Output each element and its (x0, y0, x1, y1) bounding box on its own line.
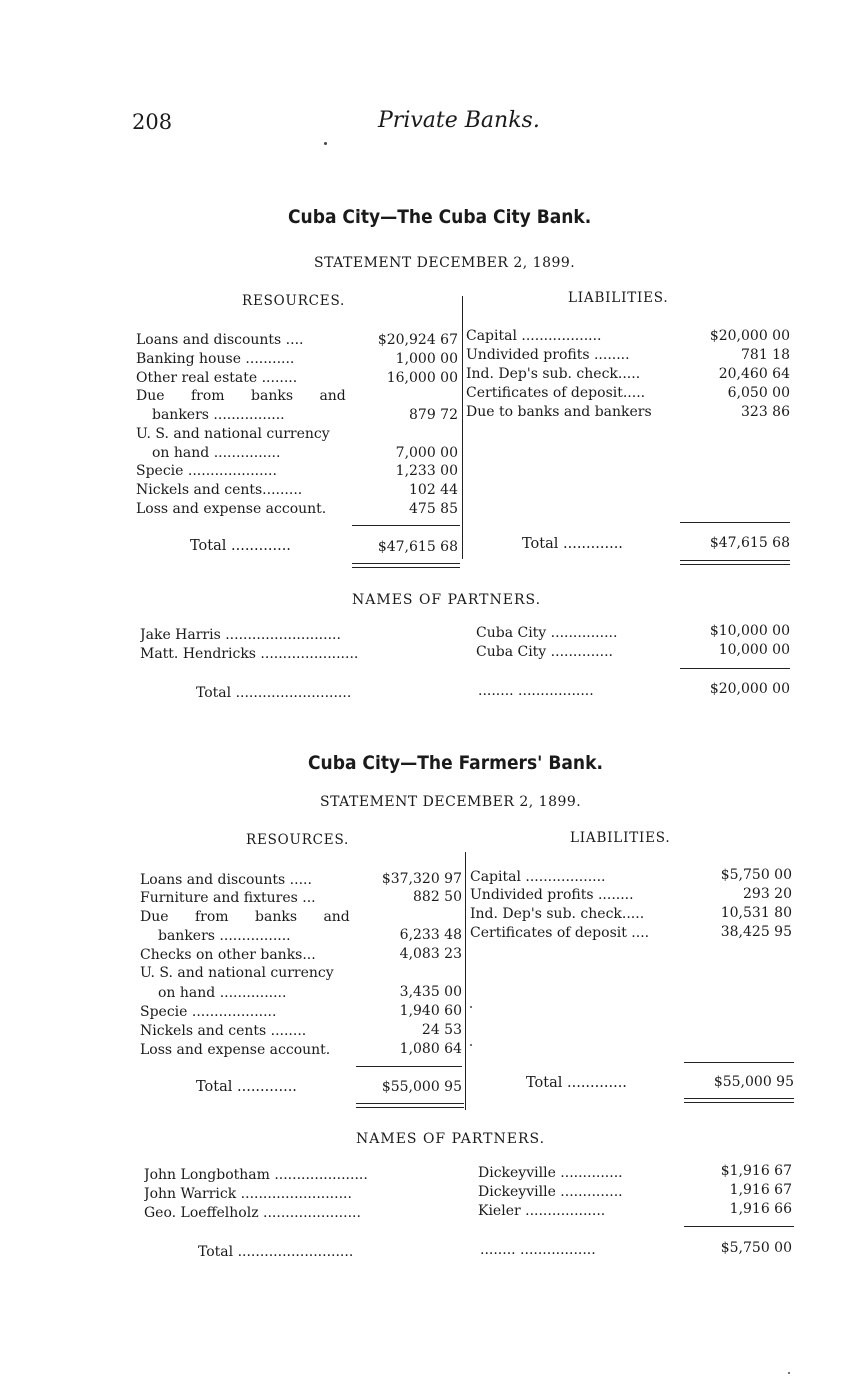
bank1-resource-label: Banking house ........... (136, 351, 295, 367)
bank1-liabilities-sum-rule (680, 522, 790, 523)
bank1-resource-value: $20,924 67 (377, 332, 458, 348)
bank2-partners-total-label: Total .......................... (198, 1244, 354, 1260)
bank1-partners-total-dots: ........ ................. (478, 683, 594, 699)
bank2-partner-place: Dickeyville .............. (478, 1165, 623, 1181)
bank2-resource-label: Furniture and fixtures ... (140, 890, 316, 906)
bank2-liability-label: Ind. Dep's sub. check..... (470, 906, 645, 922)
bank2-liabilities-total-label: Total ............. (526, 1075, 627, 1091)
print-speck (788, 1372, 790, 1374)
bank1-resource-value: 7,000 00 (395, 445, 458, 461)
bank1-resource-value: 1,233 00 (395, 463, 458, 479)
bank2-partner-name: John Warrick ......................... (144, 1186, 352, 1202)
bank1-statement-date: STATEMENT DECEMBER 2, 1899. (314, 255, 576, 271)
bank2-liability-value: 293 20 (743, 886, 792, 902)
bank2-liability-label: Capital .................. (470, 869, 606, 885)
bank2-partner-name: Geo. Loeffelholz ...................... (144, 1205, 361, 1221)
bank1-partner-name: Jake Harris .......................... (140, 627, 341, 643)
bank2-liabilities-double-rule-b (684, 1102, 794, 1103)
bank2-partners-total-dots: ........ ................. (480, 1242, 596, 1258)
bank2-partners-heading: NAMES OF PARTNERS. (356, 1131, 546, 1147)
bank2-statement-date: STATEMENT DECEMBER 2, 1899. (320, 794, 582, 810)
bank2-liabilities-double-rule-a (684, 1098, 794, 1099)
bank2-resource-value: 1,940 60 (399, 1003, 462, 1019)
bank1-resource-value: 1,000 00 (395, 351, 458, 367)
bank2-resources-double-rule-b (356, 1107, 464, 1108)
bank2-partner-place: Dickeyville .............. (478, 1184, 623, 1200)
bank1-liability-value: 323 86 (741, 404, 790, 420)
bank2-liability-value: 38,425 95 (720, 924, 792, 940)
bank2-resource-value: $37,320 97 (381, 871, 462, 887)
bank1-liability-label: Due to banks and bankers (466, 404, 652, 420)
bank1-resources-sum-rule (352, 525, 460, 526)
bank2-liability-value: $5,750 00 (720, 867, 792, 883)
bank2-resource-label: Specie ................... (140, 1004, 277, 1020)
bank1-liability-label: Undivided profits ........ (466, 347, 630, 363)
bank2-resource-value: 24 53 (421, 1022, 462, 1038)
bank2-resources-heading: RESOURCES. (246, 832, 350, 848)
bank2-resources-total-label: Total ............. (196, 1079, 297, 1095)
print-speck (470, 1044, 472, 1046)
bank2-resource-label: U. S. and national currency (140, 965, 334, 981)
bank2-liabilities-sum-rule (684, 1062, 794, 1063)
print-speck (470, 1006, 472, 1008)
bank1-partner-place: Cuba City ............... (476, 625, 618, 641)
bank1-liability-label: Capital .................. (466, 328, 602, 344)
bank2-resource-label: Loans and discounts ..... (140, 872, 312, 888)
bank2-partner-amount: $1,916 67 (720, 1163, 792, 1179)
bank1-partner-amount: 10,000 00 (718, 642, 790, 658)
bank1-liability-value: $20,000 00 (709, 328, 790, 344)
bank2-partner-amount: 1,916 67 (729, 1182, 792, 1198)
bank1-resources-heading: RESOURCES. (242, 293, 346, 309)
bank1-resource-label: on hand ............... (152, 445, 281, 461)
bank1-partners-total-value: $20,000 00 (709, 681, 790, 697)
page-number: 208 (132, 110, 173, 134)
bank1-partners-total-label: Total .......................... (196, 685, 352, 701)
bank2-resource-value: 6,233 48 (399, 927, 462, 943)
bank1-resource-label: Other real estate ........ (136, 370, 298, 386)
bank2-liabilities-total-value: $55,000 95 (713, 1074, 794, 1090)
bank1-partners-sum-rule (680, 668, 790, 669)
running-head: Private Banks. (378, 108, 540, 133)
bank1-resource-value: 879 72 (409, 407, 458, 423)
bank1-resource-label: bankers ................ (152, 407, 285, 423)
bank2-resources-sum-rule (356, 1066, 462, 1067)
bank2-resources-double-rule-a (356, 1103, 464, 1104)
print-speck (324, 142, 327, 145)
bank1-resource-label: U. S. and national currency (136, 426, 330, 442)
bank1-resources-total-value: $47,615 68 (377, 539, 458, 555)
bank2-column-divider (465, 852, 466, 1110)
bank1-liability-value: 781 18 (741, 347, 790, 363)
bank1-liabilities-double-rule-a (680, 560, 790, 561)
bank1-resource-label: Loss and expense account. (136, 501, 327, 517)
bank1-resources-double-rule-b (352, 567, 460, 568)
bank2-resources-total-value: $55,000 95 (381, 1079, 462, 1095)
bank2-resource-label: Checks on other banks... (140, 947, 316, 963)
bank1-liability-label: Certificates of deposit..... (466, 385, 646, 401)
bank1-partners-heading: NAMES OF PARTNERS. (352, 592, 542, 608)
bank2-resource-label: on hand ............... (158, 985, 287, 1001)
bank2-liability-label: Certificates of deposit .... (470, 925, 650, 941)
bank1-resources-double-rule-a (352, 563, 460, 564)
bank1-resource-value: 16,000 00 (386, 370, 458, 386)
bank2-partner-place: Kieler .................. (478, 1203, 606, 1219)
bank2-resource-label: Due from banks and (140, 909, 350, 925)
bank1-resources-total-label: Total ............. (190, 538, 291, 554)
bank2-resource-label: bankers ................ (158, 928, 291, 944)
bank2-liability-label: Undivided profits ........ (470, 887, 634, 903)
bank2-title: Cuba City—The Farmers' Bank. (308, 752, 603, 774)
bank1-resource-label: Specie .................... (136, 463, 277, 479)
bank1-title: Cuba City—The Cuba City Bank. (288, 206, 592, 228)
bank2-resource-value: 1,080 64 (399, 1041, 462, 1057)
bank1-liability-value: 6,050 00 (727, 385, 790, 401)
bank1-resource-label: Loans and discounts .... (136, 332, 304, 348)
bank1-liability-label: Ind. Dep's sub. check..... (466, 366, 641, 382)
bank1-resource-value: 475 85 (409, 501, 458, 517)
bank2-partners-total-value: $5,750 00 (720, 1240, 792, 1256)
bank1-liabilities-total-label: Total ............. (522, 536, 623, 552)
bank2-resource-label: Nickels and cents ........ (140, 1023, 307, 1039)
bank2-liabilities-heading: LIABILITIES. (570, 830, 671, 846)
bank1-resource-value: 102 44 (409, 482, 458, 498)
bank2-resource-value: 3,435 00 (399, 984, 462, 1000)
bank1-liabilities-total-value: $47,615 68 (709, 535, 790, 551)
bank1-resource-label: Due from banks and (136, 388, 346, 404)
bank1-partner-amount: $10,000 00 (709, 623, 790, 639)
bank2-partner-name: John Longbotham ..................... (144, 1167, 368, 1183)
bank1-partner-name: Matt. Hendricks ...................... (140, 646, 359, 662)
bank1-liabilities-double-rule-b (680, 564, 790, 565)
bank1-column-divider (462, 296, 463, 559)
bank2-resource-label: Loss and expense account. (140, 1042, 331, 1058)
bank1-partner-place: Cuba City .............. (476, 644, 613, 660)
bank2-resource-value: 882 50 (413, 889, 462, 905)
bank2-liability-value: 10,531 80 (720, 905, 792, 921)
bank1-liabilities-heading: LIABILITIES. (568, 290, 669, 306)
bank2-resource-value: 4,083 23 (399, 946, 462, 962)
bank1-liability-value: 20,460 64 (718, 366, 790, 382)
bank1-resource-label: Nickels and cents......... (136, 482, 303, 498)
bank2-partners-sum-rule (684, 1226, 794, 1227)
bank2-partner-amount: 1,916 66 (729, 1201, 792, 1217)
